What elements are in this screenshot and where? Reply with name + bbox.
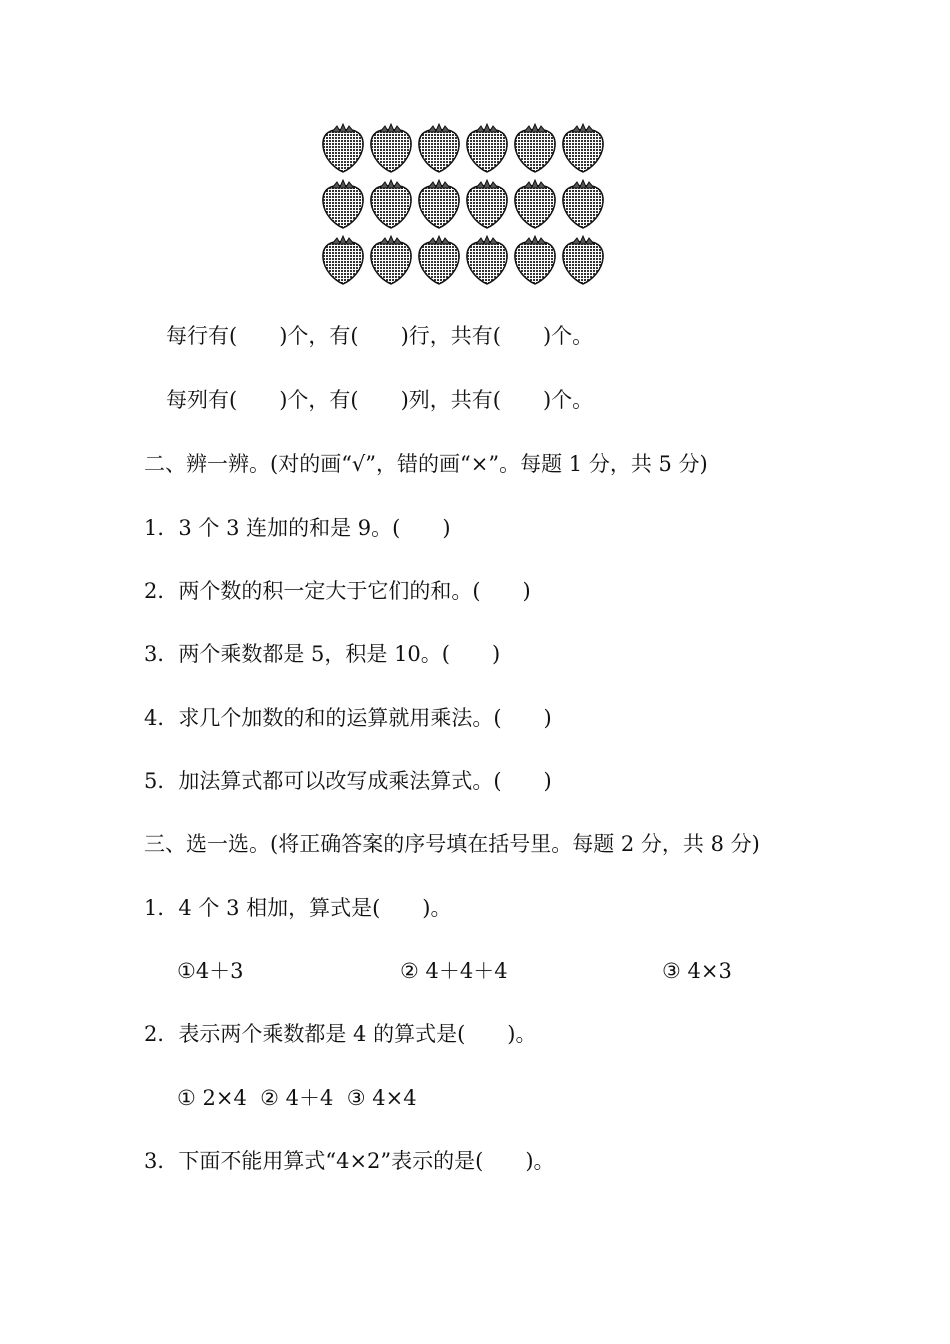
strawberry-icon	[419, 180, 459, 228]
strawberry-icon	[323, 236, 363, 284]
q2-options: ① 2×4 ② 4＋4 ③ 4×4	[177, 1086, 417, 1110]
strawberry-icon	[563, 124, 603, 172]
strawberry-icon	[467, 124, 507, 172]
judge-item-5: 5．加法算式都可以改写成乘法算式。( )	[144, 769, 552, 793]
strawberry-icon	[467, 180, 507, 228]
q1-option-2: ② 4＋4＋4	[400, 959, 508, 983]
choice-question-3: 3．下面不能用算式“4×2”表示的是( )。	[144, 1149, 555, 1173]
strawberry-icon	[467, 236, 507, 284]
fill-line-rows: 每行有( )个，有( )行，共有( )个。	[166, 324, 594, 348]
choice-question-1: 1．4 个 3 相加，算式是( )。	[144, 896, 452, 920]
judge-item-1: 1．3 个 3 连加的和是 9。( )	[144, 516, 451, 540]
strawberry-icon	[563, 236, 603, 284]
strawberry-icon	[371, 180, 411, 228]
strawberry-icon	[371, 124, 411, 172]
q1-option-1: ①4＋3	[177, 959, 244, 983]
judge-item-2: 2．两个数的积一定大于它们的和。( )	[144, 579, 531, 603]
strawberry-icon	[323, 124, 363, 172]
strawberry-icon	[371, 236, 411, 284]
strawberry-icon	[515, 236, 555, 284]
section-3-heading: 三、选一选。(将正确答案的序号填在括号里。每题 2 分，共 8 分)	[144, 832, 760, 856]
strawberry-icon	[419, 124, 459, 172]
strawberry-icon	[323, 180, 363, 228]
strawberry-array-illustration	[320, 120, 610, 290]
strawberry-icon	[515, 180, 555, 228]
q1-option-3: ③ 4×3	[662, 959, 732, 983]
strawberry-icon	[563, 180, 603, 228]
fill-line-columns: 每列有( )个，有( )列，共有( )个。	[166, 388, 594, 412]
judge-item-3: 3．两个乘数都是 5，积是 10。( )	[144, 642, 501, 666]
judge-item-4: 4．求几个加数的和的运算就用乘法。( )	[144, 706, 552, 730]
choice-question-2: 2．表示两个乘数都是 4 的算式是( )。	[144, 1022, 537, 1046]
section-2-heading: 二、辨一辨。(对的画“√”，错的画“×”。每题 1 分，共 5 分)	[144, 452, 708, 476]
strawberry-icon	[419, 236, 459, 284]
strawberry-icon	[515, 124, 555, 172]
